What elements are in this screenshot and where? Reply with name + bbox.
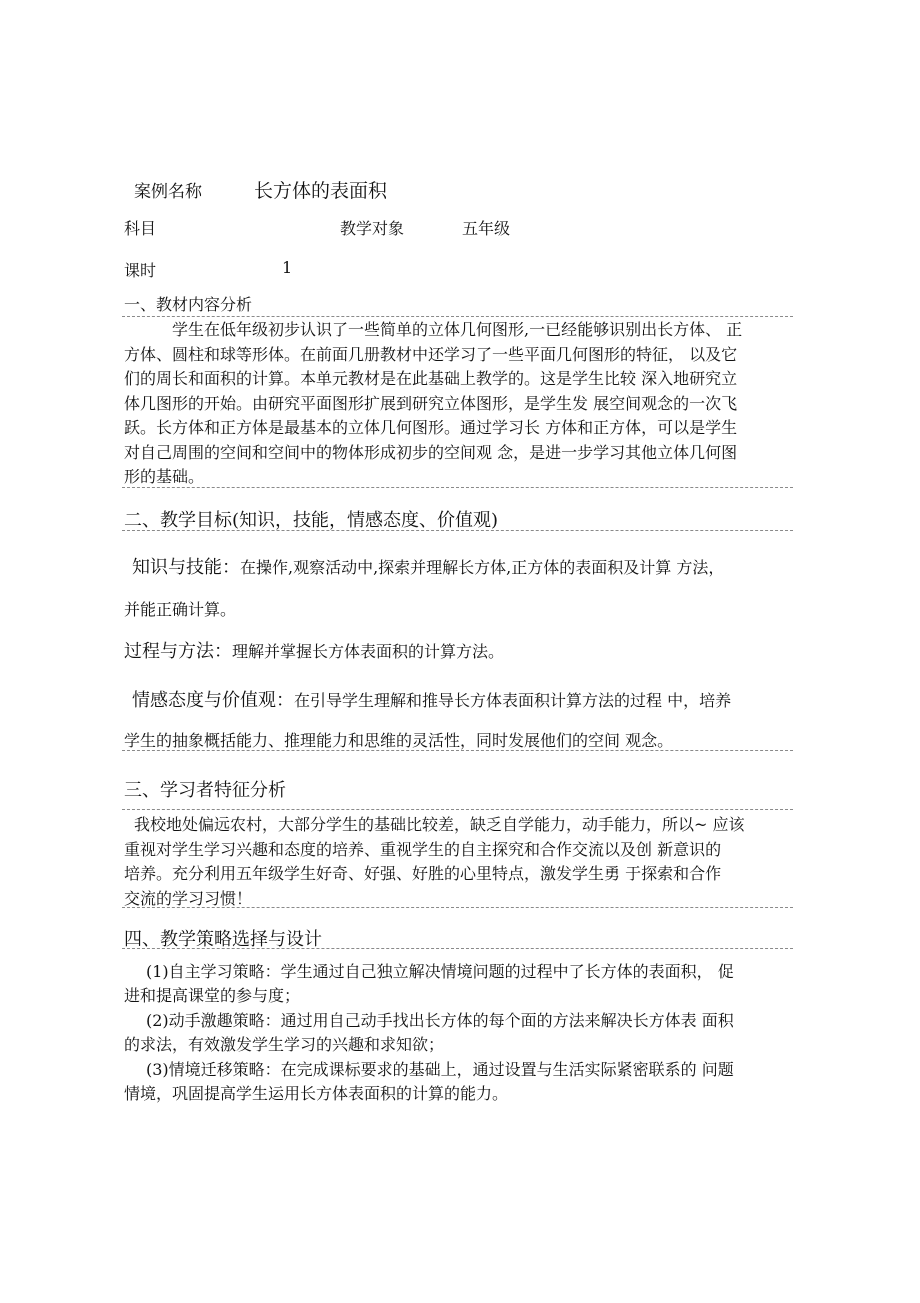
case-name-label: 案例名称 — [134, 182, 202, 202]
divider — [122, 316, 793, 317]
emotion-goal — [124, 686, 796, 712]
audience-value: 五年级 — [462, 219, 511, 238]
strategy-line: 情境，巩固提高学生运用长方体表面积的计算的能力。 — [124, 1084, 509, 1104]
knowledge-goal — [124, 553, 796, 579]
process-text: 理解并掌握长方体表面积的计算方法。 — [232, 642, 505, 661]
knowledge-goal-cont: 并能正确计算。 — [124, 600, 237, 619]
emotion-text: 在引导学生理解和推导长方体表面积计算方法的过程 中，培养 — [294, 691, 732, 710]
text-line: 方体、圆柱和球等形体。在前面几册教材中还学习了一些平面几何图形的特征， 以及它 — [124, 344, 738, 364]
section1-body — [124, 318, 792, 490]
strategy-line: 的求法，有效激发学生学习的兴趣和求知欲； — [124, 1035, 445, 1055]
text-line: 我校地处偏远农村，大部分学生的基础比较差，缺乏自学能力，动手能力，所以~ 应该 — [134, 815, 745, 834]
text-line: 跃。长方体和正方体是最基本的立体几何图形。通过学习长 方体和正方体，可以是学生 — [124, 418, 738, 437]
hours-value: 1 — [282, 258, 293, 277]
knowledge-label: 知识与技能： — [132, 557, 240, 578]
strategy-line: 进和提高课堂的参与度； — [124, 986, 301, 1006]
case-title: 长方体的表面积 — [254, 180, 388, 202]
section4-body — [124, 960, 792, 1106]
text-line: 培养。充分利用五年级学生好奇、好强、好胜的心里特点，激发学生勇 于探索和合作 — [124, 864, 722, 883]
text-line: 们的周长和面积的计算。本单元教材是在此基础上教学的。这是学生比较 深入地研究立 — [124, 369, 738, 388]
divider — [122, 750, 793, 751]
section3-heading: 三、学习者特征分析 — [124, 780, 286, 801]
strategy-line: (2)动手激趣策略：通过用自己动手找出长方体的每个面的方法来解决长方体表 面积 — [146, 1010, 734, 1030]
divider — [122, 907, 793, 908]
audience-label: 教学对象 — [340, 219, 405, 238]
divider — [122, 487, 793, 488]
section1-heading: 一、教材内容分析 — [124, 295, 253, 314]
section4-heading: 四、教学策略选择与设计 — [124, 929, 322, 950]
process-label: 过程与方法： — [124, 641, 232, 662]
strategy-line: (3)情境迁移策略：在完成课标要求的基础上，通过设置与生活实际紧密联系的 问题 — [146, 1059, 734, 1079]
divider — [122, 948, 793, 949]
divider — [122, 530, 793, 531]
text-line: 形的基础。 — [124, 467, 205, 486]
emotion-goal-cont: 学生的抽象概括能力、推理能力和思维的灵活性，同时发展他们的空间 观念。 — [124, 731, 674, 750]
hours-label: 课时 — [124, 261, 157, 280]
emotion-label: 情感态度与价值观： — [132, 690, 294, 711]
text-line: 学生在低年级初步认识了一些简单的立体几何图形,一已经能够识别出长方体、 正 — [172, 320, 743, 339]
text-line: 重视对学生学习兴趣和态度的培养、重视学生的自主探究和合作交流以及创 新意识的 — [124, 839, 722, 859]
strategy-line: (1)自主学习策略：学生通过自己独立解决情境问题的过程中了长方体的表面积， 促 — [146, 962, 734, 981]
divider — [122, 809, 793, 810]
section3-body — [124, 813, 792, 911]
text-line: 体几图形的开始。由研究平面图形扩展到研究立体图形，是学生发 展空间观念的一次飞 — [124, 393, 738, 413]
knowledge-text: 在操作,观察活动中,探索并理解长方体,正方体的表面积及计算 方法， — [240, 558, 725, 577]
subject-label: 科目 — [124, 219, 157, 238]
section2-heading: 二、教学目标(知识，技能，情感态度、价值观) — [124, 510, 499, 531]
process-goal — [124, 637, 796, 663]
text-line: 对自己周围的空间和空间中的物体形成初步的空间观 念，是进一步学习其他立体几何图 — [124, 442, 738, 462]
text-line: 交流的学习习惯！ — [124, 888, 253, 908]
